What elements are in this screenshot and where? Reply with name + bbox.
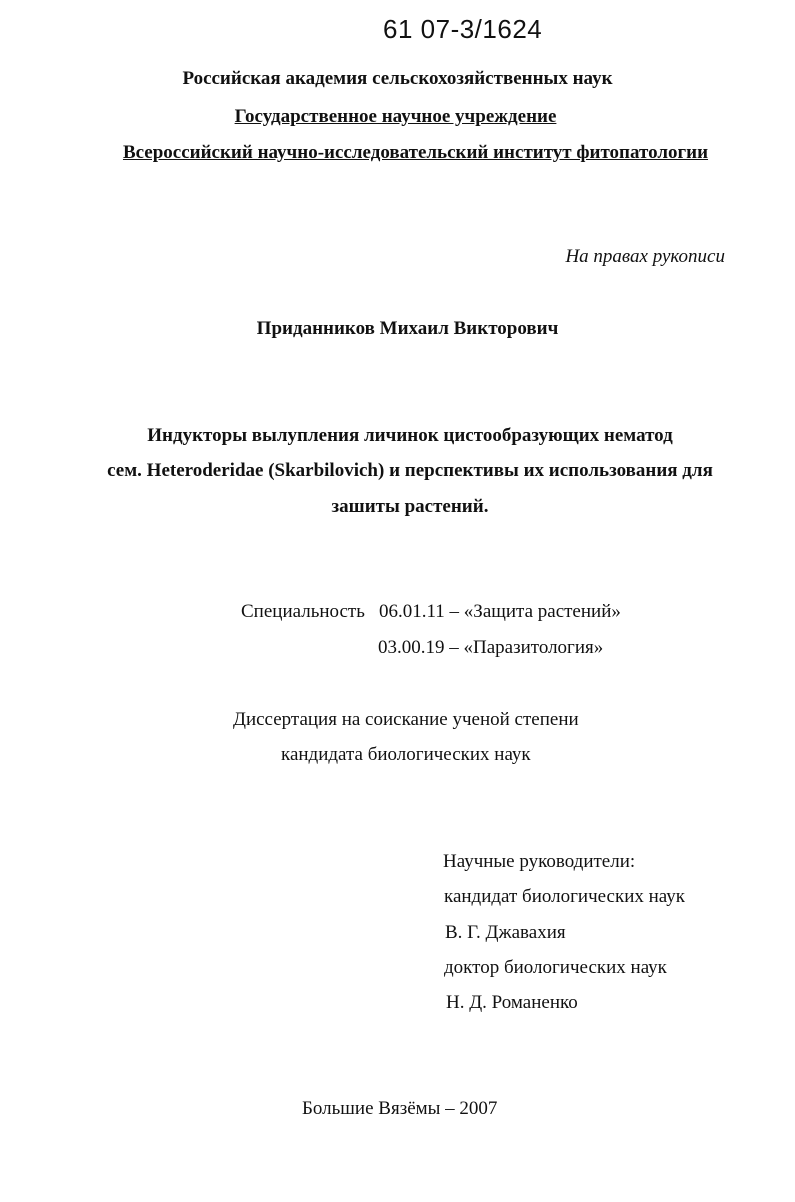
specialty-first: 06.01.11 – «Защита растений» — [379, 601, 621, 622]
org-institution-type-text: Государственное научное учреждение — [234, 106, 557, 127]
degree-line-1: Диссертация на соискание ученой степени — [233, 709, 579, 730]
degree-line-2: кандидата биологических наук — [281, 744, 531, 765]
supervisor-1-title: кандидат биологических наук — [444, 886, 685, 907]
archive-stamp: 61 07-3/1624 — [383, 14, 543, 44]
org-academy-text: Российская академия сельскохозяйственных наук — [182, 68, 613, 89]
supervisor-1-name: В. Г. Джавахия — [445, 922, 566, 943]
title-line-1: Индукторы вылупления личинок цистообразующих нематод — [147, 425, 673, 446]
org-line-academy — [0, 68, 795, 90]
author-name: Приданников Михаил Викторович — [256, 318, 559, 339]
supervisor-2-title: доктор биологических наук — [444, 957, 667, 978]
specialty-label: Специальность — [241, 601, 365, 622]
org-line-institution-type — [0, 106, 793, 128]
org-line-institute — [18, 142, 795, 164]
title-line-3: зашиты растений. — [331, 496, 489, 517]
supervisors-heading: Научные руководители: — [443, 851, 636, 872]
title-line-2: сем. Heteroderidae (Skarbilovich) и перспективы их использования для — [107, 460, 713, 481]
specialty-second: 03.00.19 – «Паразитология» — [378, 637, 604, 658]
manuscript-note: На правах рукописи — [565, 246, 725, 267]
org-institute-text: Всероссийский научно-исследовательский институт фитопатологии — [122, 142, 709, 163]
place-year: Большие Вязёмы – 2007 — [302, 1098, 498, 1119]
supervisor-2-name: Н. Д. Романенко — [446, 992, 578, 1013]
